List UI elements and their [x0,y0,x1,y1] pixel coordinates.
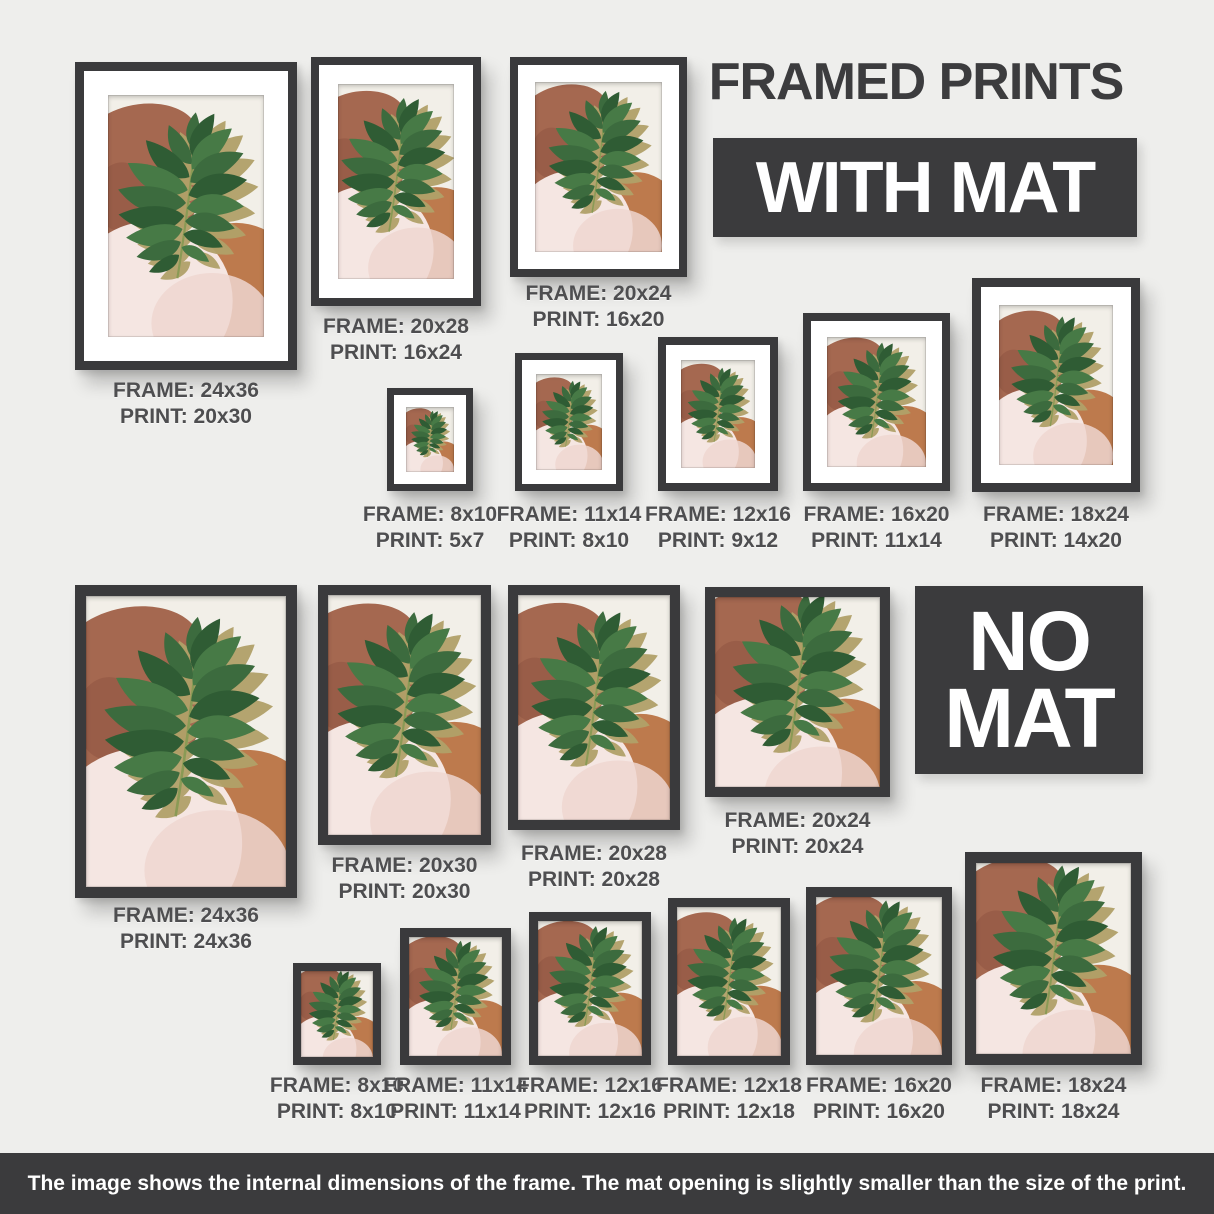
print-size-text: PRINT: 9x12 [657,529,779,553]
monstera-artwork [406,407,454,472]
monstera-artwork [328,595,481,835]
print-size-text: PRINT: 24x36 [120,930,252,954]
framed-print-with-mat-20x28 [311,57,481,306]
size-label-no-mat-20x24 [725,808,871,860]
mat [522,360,616,484]
framed-print-no-mat-11x14 [400,928,511,1065]
size-label-with-mat-11x14 [497,502,642,554]
frame-size-text: FRAME: 16x20 [806,1074,952,1097]
mat [394,395,466,484]
frame-interior [976,863,1131,1054]
mat [84,71,288,361]
frame-interior [86,596,286,887]
mat [811,321,942,483]
monstera-artwork [677,907,781,1056]
page-title: FRAMED PRINTS [708,53,1124,111]
frame-interior [715,597,880,787]
disclaimer-bar [0,1153,1214,1214]
frame-size-text: FRAME: 24x36 [113,904,259,927]
print-size-text: PRINT: 20x30 [120,405,252,429]
size-label-with-mat-16x20 [804,502,950,554]
framed-print-with-mat-16x20 [803,313,950,491]
frame-interior [409,937,502,1056]
print-size-text: PRINT: 8x10 [276,1100,398,1124]
print-size-text: PRINT: 11x14 [811,529,942,553]
print-size-text: PRINT: 14x20 [990,529,1122,553]
frame-interior [816,897,942,1055]
framed-print-with-mat-8x10 [387,388,473,491]
frame-interior [518,595,670,820]
frame-size-text: FRAME: 20x24 [724,809,871,832]
print-size-text: PRINT: 16x20 [532,308,665,332]
frame-size-text: FRAME: 20x24 [525,282,672,305]
frame-size-text: FRAME: 8x10 [269,1074,405,1097]
framed-print-with-mat-12x16 [658,337,778,491]
print-size-text: PRINT: 12x18 [663,1100,795,1124]
monstera-artwork [816,897,942,1055]
no-mat-heading-line2: MAT [944,671,1114,765]
framed-print-no-mat-20x30 [318,585,491,845]
framed-print-with-mat-18x24 [972,278,1140,492]
size-label-with-mat-20x24 [526,281,672,333]
monstera-artwork [681,360,755,468]
size-label-no-mat-20x30 [332,853,478,905]
size-label-with-mat-20x28 [323,314,469,366]
size-label-with-mat-12x16 [645,502,791,554]
framed-print-no-mat-12x18 [668,898,790,1065]
framed-print-no-mat-16x20 [806,887,952,1065]
size-label-with-mat-24x36 [113,378,259,430]
framed-print-no-mat-12x16 [529,912,651,1065]
size-label-no-mat-20x28 [521,841,667,893]
framed-print-no-mat-20x24 [705,587,890,797]
monstera-artwork [409,937,502,1056]
framed-print-no-mat-8x10 [293,963,381,1065]
monstera-artwork [536,374,602,470]
print-size-text: PRINT: 20x30 [338,880,471,904]
size-label-no-mat-11x14 [383,1073,528,1125]
mat [319,65,473,298]
print-size-text: PRINT: 8x10 [508,529,630,553]
monstera-artwork [86,596,286,887]
no-mat-heading-line1: NO [968,593,1090,688]
frame-size-text: FRAME: 11x14 [496,503,642,526]
framed-print-with-mat-24x36 [75,62,297,370]
with-mat-heading-box [713,138,1137,237]
monstera-artwork [338,84,454,279]
with-mat-heading-text: WITH MAT [755,147,1095,228]
size-label-no-mat-12x18 [656,1073,802,1125]
print-size-text: PRINT: 5x7 [375,529,485,553]
monstera-artwork [518,595,670,820]
print-size-text: PRINT: 20x28 [528,868,660,892]
frame-size-text: FRAME: 24x36 [113,379,259,402]
mat [666,345,770,483]
framed-print-no-mat-18x24 [965,852,1142,1065]
frame-size-text: FRAME: 8x10 [362,503,498,526]
frame-interior [328,595,481,835]
frame-size-text: FRAME: 20x30 [331,854,478,877]
monstera-artwork [538,921,642,1056]
no-mat-heading-box [915,586,1143,774]
monstera-artwork [301,971,373,1057]
print-size-text: PRINT: 12x16 [524,1100,656,1124]
frame-size-text: FRAME: 20x28 [521,842,667,865]
size-label-no-mat-24x36 [113,903,259,955]
monstera-artwork [715,597,880,787]
frame-size-text: FRAME: 12x18 [656,1074,802,1097]
monstera-artwork [108,95,264,337]
frame-size-text: FRAME: 18x24 [983,503,1129,526]
frame-interior [301,971,373,1057]
mat [518,65,679,269]
mat [981,287,1131,483]
size-label-no-mat-12x16 [517,1073,663,1125]
frame-size-text: FRAME: 11x14 [383,1074,528,1097]
print-size-text: PRINT: 16x20 [813,1100,945,1124]
size-label-with-mat-18x24 [983,502,1129,554]
frame-size-text: FRAME: 20x28 [323,315,469,338]
frame-interior [677,907,781,1056]
print-size-text: PRINT: 18x24 [987,1100,1120,1124]
frame-size-text: FRAME: 18x24 [980,1074,1127,1097]
size-label-no-mat-16x20 [806,1073,952,1125]
size-label-with-mat-8x10 [363,502,497,554]
monstera-artwork [535,82,662,252]
framed-print-no-mat-20x28 [508,585,680,830]
disclaimer-text: The image shows the internal dimensions of the frame. The mat opening is slightly smaller than the size of the print. [27,1171,1187,1195]
print-size-text: PRINT: 11x14 [390,1100,521,1124]
framed-print-with-mat-11x14 [515,353,623,491]
monstera-artwork [827,337,926,467]
frame-interior [538,921,642,1056]
print-size-text: PRINT: 20x24 [731,835,864,859]
size-label-no-mat-18x24 [981,1073,1127,1125]
frame-size-text: FRAME: 12x16 [645,503,791,526]
print-size-text: PRINT: 16x24 [330,341,462,365]
framed-print-no-mat-24x36 [75,585,297,898]
framed-print-with-mat-20x24 [510,57,687,277]
frame-size-text: FRAME: 12x16 [517,1074,663,1097]
frame-size-text: FRAME: 16x20 [803,503,950,526]
monstera-artwork [999,305,1113,465]
monstera-artwork [976,863,1131,1054]
